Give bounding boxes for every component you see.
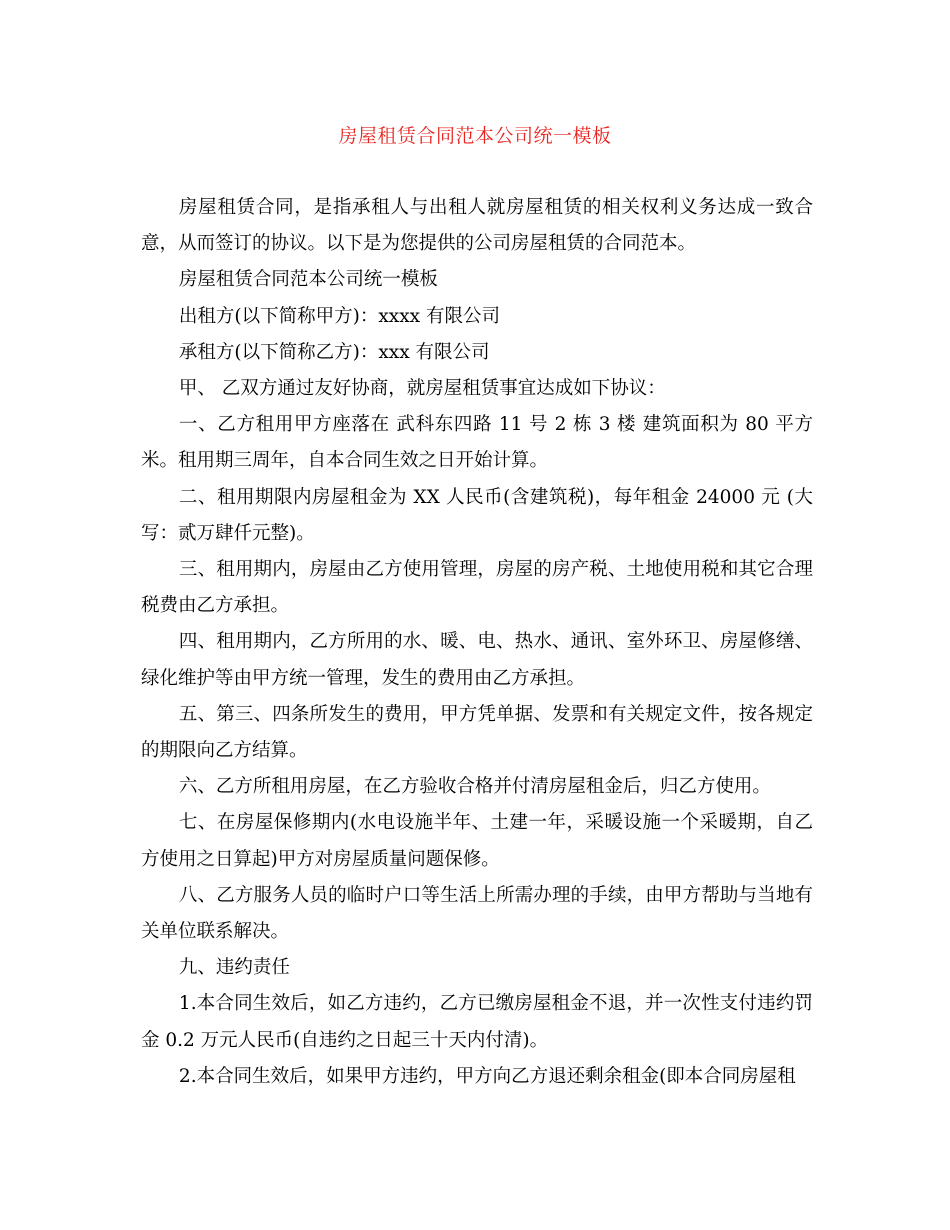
- clause-9-heading: 九、违约责任: [178, 957, 290, 979]
- clause-9-item-1: 1.本合同生效后，如乙方违约，乙方已缴房屋租金不退，并一次性支付违约罚金 0.2 万元人民币(自违约之日起三十天内付清)。: [141, 993, 813, 1051]
- document-body: [141, 190, 813, 1095]
- clause-4: 四、租用期内，乙方所用的水、暖、电、热水、通讯、室外环卫、房屋修缮、绿化维护等由甲方统一管理，发生的费用由乙方承担。: [141, 631, 813, 689]
- paragraph-subtitle: 房屋租赁合同范本公司统一模板: [178, 269, 438, 291]
- document-title: 房屋租赁合同范本公司统一模板: [338, 125, 612, 147]
- clause-7: 七、在房屋保修期内(水电设施半年、土建一年，采暖设施一个采暖期，自乙方使用之日算起)甲方对房屋质量问题保修。: [141, 812, 813, 870]
- clause-8: 八、乙方服务人员的临时户口等生活上所需办理的手续，由甲方帮助与当地有关单位联系解决。: [141, 884, 813, 943]
- paragraph-lessor: 出租方(以下简称甲方)：xxxx 有限公司: [178, 305, 500, 327]
- clause-9-item-2: 2.本合同生效后，如果甲方违约，甲方向乙方退还剩余租金(即本合同房屋租: [178, 1065, 796, 1087]
- paragraph-lessee: 承租方(以下简称乙方)：xxx 有限公司: [178, 341, 490, 363]
- clause-3: 三、租用期内，房屋由乙方使用管理，房屋的房产税、土地使用税和其它合理税费由乙方承担。: [141, 559, 813, 617]
- clause-1: 一、乙方租用甲方座落在 武科东四路 11 号 2 栋 3 楼 建筑面积为 80 平方米。租用期三周年，自本合同生效之日开始计算。: [141, 414, 813, 472]
- clause-5: 五、第三、四条所发生的费用，甲方凭单据、发票和有关规定文件，按各规定的期限向乙方结算。: [141, 703, 813, 762]
- clause-2: 二、租用期限内房屋租金为 XX 人民币(含建筑税)，每年租金 24000 元 (大写：贰万肆仟元整)。: [141, 486, 813, 544]
- paragraph-agreement: 甲、 乙双方通过友好协商，就房屋租赁事宜达成如下协议：: [178, 378, 666, 400]
- clause-6: 六、乙方所租用房屋，在乙方验收合格并付清房屋租金后，归乙方使用。: [178, 776, 771, 798]
- paragraph-intro: 房屋租赁合同，是指承租人与出租人就房屋租赁的相关权利义务达成一致合意，从而签订的协议。以下是为您提供的公司房屋租赁的合同范本。: [141, 197, 813, 255]
